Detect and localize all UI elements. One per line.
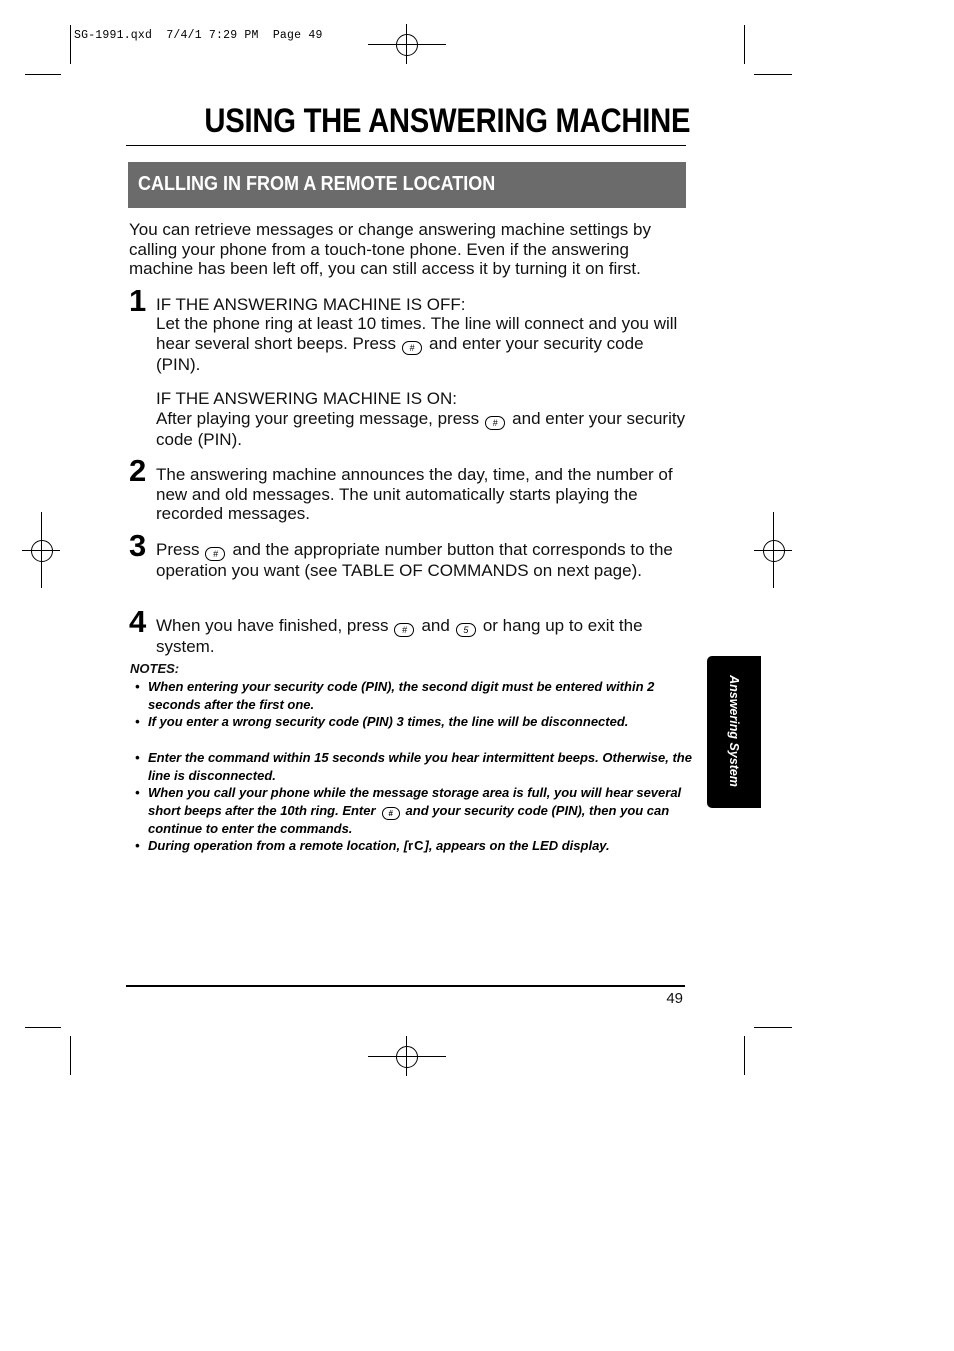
crop-mark [25, 74, 61, 75]
led-display-glyph: rC [408, 838, 425, 853]
intro-paragraph: You can retrieve messages or change answering machine settings by calling your phone from a touch-tone phone. Even if the answering machine has been left off, you can still access it by turning it on first. [129, 220, 651, 278]
pound-key-icon: # [382, 807, 400, 820]
crop-mark [70, 25, 71, 64]
step-1-off-heading: IF THE ANSWERING MACHINE IS OFF: [156, 295, 466, 314]
note-item: • When you call your phone while the message storage area is full, you will hear several short beeps after the 10th ring. Enter # and your security code (PIN), then you can continue to enter the commands. [135, 785, 682, 836]
side-tab-label: Answering System [727, 675, 741, 787]
chapter-side-tab [707, 656, 761, 808]
title-rule [126, 145, 686, 146]
crop-mark [744, 25, 745, 64]
registration-mark [396, 34, 418, 56]
crop-mark [744, 1036, 745, 1075]
step-1-on-text: After playing your greeting message, press # and enter your security code (PIN). [156, 409, 686, 449]
crop-mark [754, 1027, 792, 1028]
bullet: • [135, 679, 140, 694]
step-4-text: When you have finished, press # and 5 or hang up to exit the system. [156, 616, 643, 656]
note-item: • If you enter a wrong security code (PIN) 3 times, the line will be disconnected. [135, 714, 629, 729]
page-number: 49 [666, 990, 683, 1007]
pound-key-icon: # [394, 623, 414, 637]
step-number: 1 [129, 283, 147, 318]
notes-heading: NOTES: [130, 661, 180, 676]
step-1-off-text: Let the phone ring at least 10 times. The line will connect and you will hear several short beeps. Press # and enter your security code (PIN). [156, 314, 678, 374]
pound-key-icon: # [485, 416, 505, 430]
step-3-text: Press # and the appropriate number button that corresponds to the operation you want (see TABLE OF COMMANDS on next page). [156, 540, 673, 580]
page-title: USING THE ANSWERING MACHINE [204, 102, 691, 140]
bullet: • [135, 838, 140, 853]
crop-mark [70, 1036, 71, 1075]
registration-mark [763, 540, 785, 562]
crop-mark [754, 74, 792, 75]
step-number: 3 [129, 528, 147, 563]
step-number: 2 [129, 453, 147, 488]
step-number: 4 [129, 604, 147, 639]
bullet: • [135, 750, 140, 765]
footer-rule [126, 985, 685, 987]
note-item: • Enter the command within 15 seconds while you hear intermittent beeps. Otherwise, the line is disconnected. [135, 750, 692, 783]
note-item: • During operation from a remote location, [rC], appears on the LED display. [135, 838, 610, 853]
note-item: • When entering your security code (PIN), the second digit must be entered within 2 seconds after the first one. [135, 679, 655, 712]
crop-mark [25, 1027, 61, 1028]
registration-mark [396, 1046, 418, 1068]
registration-mark [31, 540, 53, 562]
pound-key-icon: # [402, 341, 422, 355]
bullet: • [135, 785, 140, 800]
section-header [128, 162, 686, 208]
bullet: • [135, 714, 140, 729]
file-slug: SG-1991.qxd 7/4/1 7:29 PM Page 49 [74, 29, 323, 42]
step-1-on-heading: IF THE ANSWERING MACHINE IS ON: [156, 389, 457, 408]
step-2-text: The answering machine announces the day, time, and the number of new and old messages. The unit automatically starts playing the recorded messages. [156, 465, 673, 523]
pound-key-icon: # [205, 547, 225, 561]
five-key-icon: 5 [456, 623, 476, 637]
section-title: CALLING IN FROM A REMOTE LOCATION [138, 173, 496, 195]
